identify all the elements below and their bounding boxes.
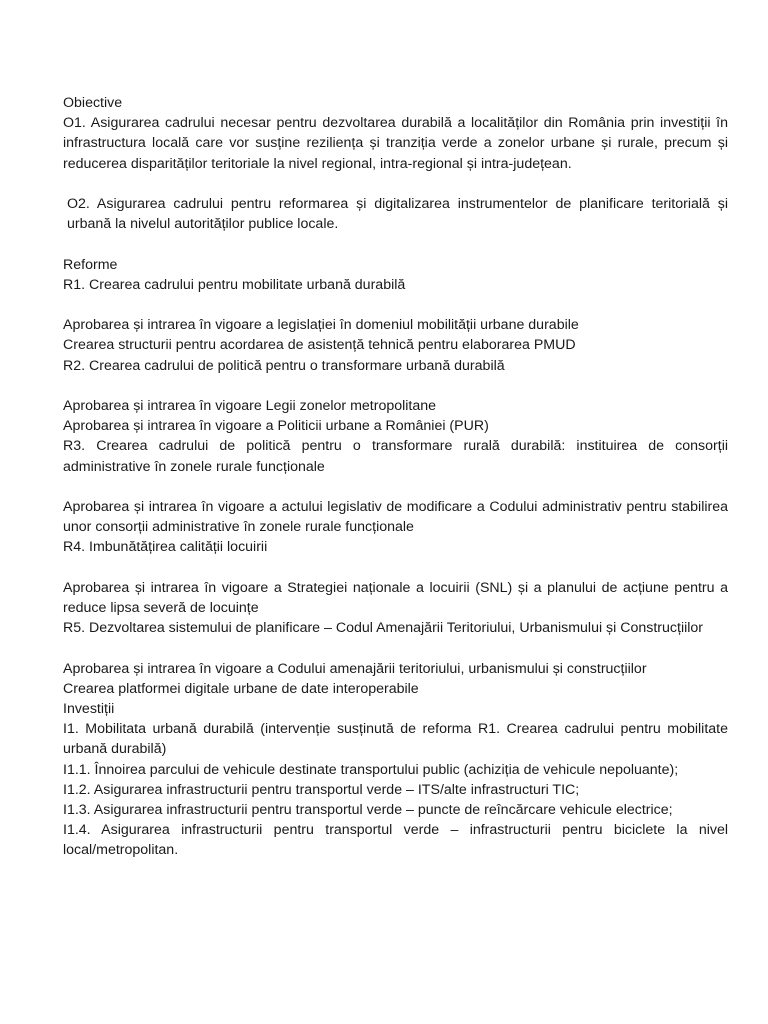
objective-o2: O2. Asigurarea cadrului pentru reformarea și digitalizarea instrumentelor de planificare teritorială și urbană la nivelul autorităților publice locale. <box>67 196 728 233</box>
objective-o1: O1. Asigurarea cadrului necesar pentru dezvoltarea durabilă a localităților din România prin investiții în infrastructura locală care vor susține reziliența și tranziția verde a zonelor urbane și rurale, precum și reducerea disparităților teritoriale la nivel regional, intra-regional și intra-județean. <box>63 115 728 172</box>
spacer <box>63 234 728 254</box>
reform-r5-measure-2: Crearea platformei digitale urbane de date interoperabile <box>63 680 419 697</box>
reform-r3-measure-1: Aprobarea și intrarea în vigoare a actului legislativ de modificare a Codului administrativ pentru stabilirea unor consorții administrative în zonele rurale funcționale <box>63 498 728 536</box>
reform-r1: R1. Crearea cadrului pentru mobilitate urbană durabilă <box>63 276 406 293</box>
reform-r1-measure-2: Crearea structurii pentru acordarea de asistență tehnică pentru elaborarea PMUD <box>63 337 576 354</box>
reform-r4-measure-1: Aprobarea și intrarea în vigoare a Strategiei naționale a locuirii (SNL) și a planului de acțiune pentru a reduce lipsa severă de locuințe <box>63 579 728 616</box>
spacer <box>63 295 728 315</box>
reform-r4: R4. Imbunătățirea calității locuirii <box>63 539 268 556</box>
spacer <box>63 558 728 578</box>
spacer <box>63 477 728 497</box>
reforms-heading: Reforme <box>63 256 118 273</box>
investments-heading: Investiții <box>63 700 115 717</box>
spacer <box>63 376 728 396</box>
spacer <box>63 174 728 194</box>
reform-r2: R2. Crearea cadrului de politică pentru o transformare urbană durabilă <box>63 357 505 374</box>
investment-i1-2: I1.2. Asigurarea infrastructurii pentru transportul verde – ITS/alte infrastructuri TIC; <box>63 781 580 798</box>
reform-r2-measure-1: Aprobarea și intrarea în vigoare Legii zonelor metropolitane <box>63 397 437 414</box>
investment-i1: I1. Mobilitata urbană durabilă (intervenție susținută de reforma R1. Crearea cadrului pentru mobilitate urbană durabilă) <box>63 721 728 758</box>
reform-r1-measure-1: Aprobarea și intrarea în vigoare a legislației în domeniul mobilității urbane durabile <box>63 317 579 334</box>
reform-r5-measure-1: Aprobarea și intrarea în vigoare a Codului amenajării teritoriului, urbanismului și construcțiilor <box>63 660 647 677</box>
reform-r3: R3. Crearea cadrului de politică pentru o transformare rurală durabilă: instituirea de consorții administrative în zonele rurale funcționale <box>63 438 728 475</box>
investment-i1-4: I1.4. Asigurarea infrastructurii pentru transportul verde – infrastructurii pentru biciclete la nivel local/metropolitan. <box>63 822 728 859</box>
document-page <box>63 93 728 861</box>
reform-r5: R5. Dezvoltarea sistemului de planificare – Codul Amenajării Teritoriului, Urbanismului și Construcțiilor <box>63 620 704 637</box>
spacer <box>63 638 728 658</box>
objectives-heading: Obiective <box>63 95 123 111</box>
investment-i1-1: I1.1. Înnoirea parcului de vehicule destinate transportului public (achiziția de vehicule nepoluante); <box>63 761 679 778</box>
investment-i1-3: I1.3. Asigurarea infrastructurii pentru transportul verde – puncte de reîncărcare vehicule electrice; <box>63 802 673 818</box>
reform-r2-measure-2: Aprobarea și intrarea în vigoare a Politicii urbane a României (PUR) <box>63 418 489 435</box>
